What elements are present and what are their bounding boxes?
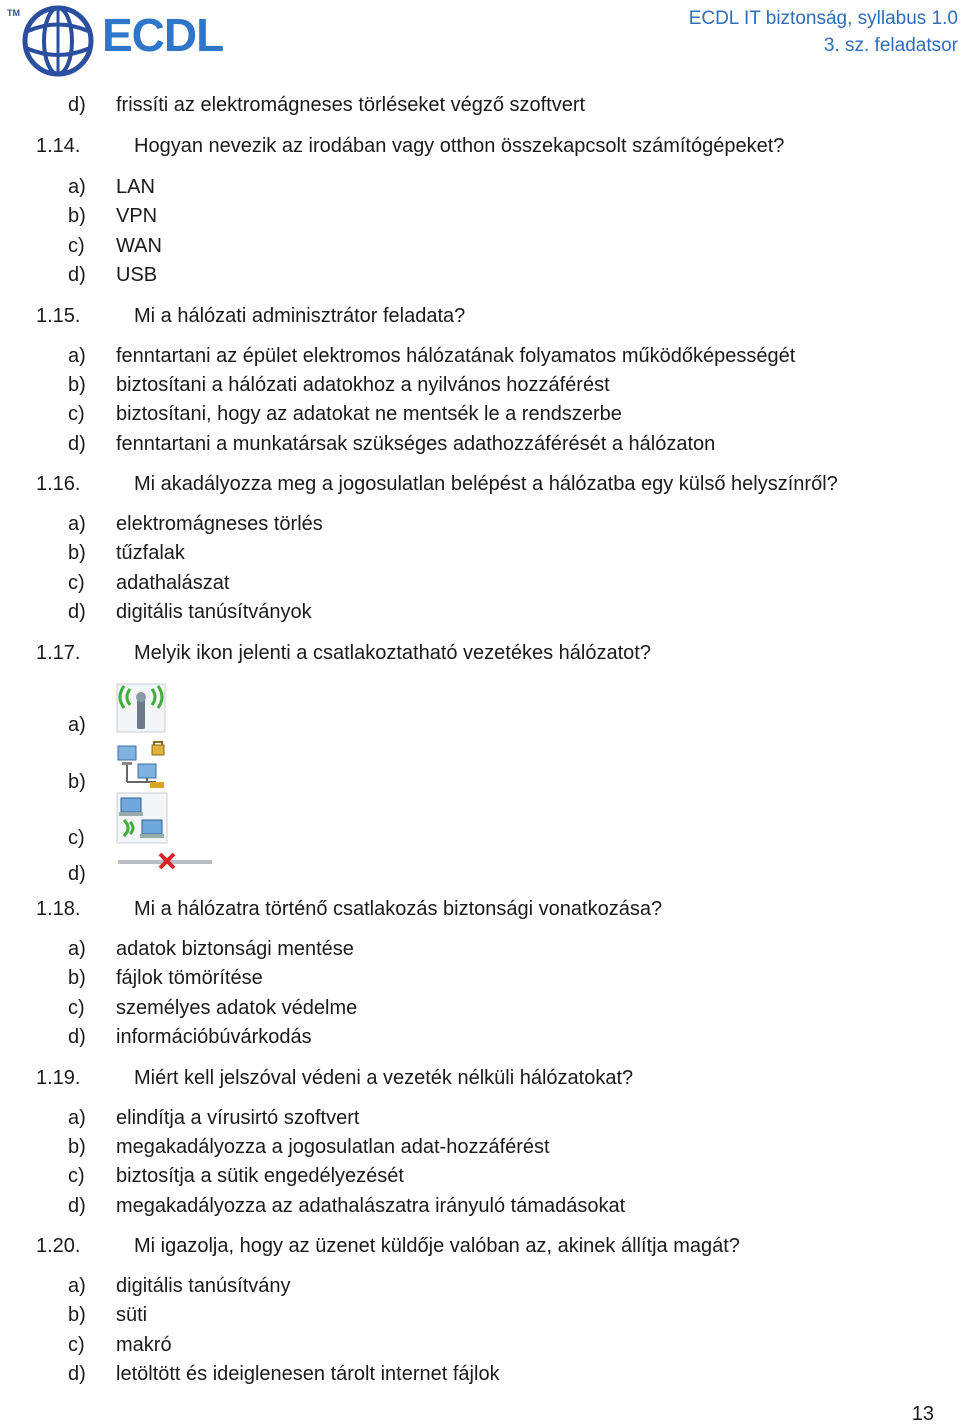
option-letter: d) [68, 1195, 86, 1217]
question-number: 1.20. [36, 1235, 81, 1257]
header-title-line2: 3. sz. feladatsor [823, 35, 958, 56]
option-text: biztosítani, hogy az adatokat ne mentsék le a rendszerbe [116, 403, 622, 425]
question-text: Mi a hálózati adminisztrátor feladata? [134, 305, 466, 327]
option-text: VPN [116, 205, 158, 227]
option-letter: d) [68, 1026, 86, 1048]
option-text: adathalászat [116, 572, 230, 594]
question-number: 1.19. [36, 1067, 81, 1089]
option-letter: d) [68, 601, 86, 623]
option-letter: c) [68, 827, 85, 849]
question-number: 1.15. [36, 305, 81, 327]
option-letter: d) [68, 863, 86, 885]
option-text: letöltött és ideiglenesen tárolt internet fájlok [116, 1363, 500, 1385]
option-letter: a) [68, 938, 86, 960]
question-text: Hogyan nevezik az irodában vagy otthon összekapcsolt számítógépeket? [134, 135, 785, 157]
logo-trademark: TM [7, 8, 20, 18]
option-letter: a) [68, 176, 86, 198]
question-number: 1.14. [36, 135, 81, 157]
option-letter: d) [68, 264, 86, 286]
disconnected-network-icon [116, 850, 214, 874]
option-letter: b) [68, 1136, 86, 1158]
option-letter: d) [68, 433, 86, 455]
option-text: megakadályozza a jogosulatlan adat-hozzáférést [116, 1136, 550, 1158]
wireless-computers-icon [116, 792, 168, 844]
option-letter: b) [68, 374, 86, 396]
option-text: fenntartani az épület elektromos hálózatának folyamatos működőképességét [116, 345, 796, 367]
option-letter: c) [68, 572, 85, 594]
option-text: személyes adatok védelme [116, 997, 358, 1019]
option-text: tűzfalak [116, 542, 185, 564]
wired-network-lock-icon [116, 740, 166, 790]
option-text: fájlok tömörítése [116, 967, 263, 989]
option-text: biztosítani a hálózati adatokhoz a nyilvános hozzáférést [116, 374, 610, 396]
option-text: elindítja a vírusirtó szoftvert [116, 1107, 360, 1129]
header-title-line1: ECDL IT biztonság, syllabus 1.0 [688, 8, 958, 29]
option-letter: c) [68, 1165, 85, 1187]
option-text: digitális tanúsítvány [116, 1275, 291, 1297]
option-letter: b) [68, 1304, 86, 1326]
option-letter: a) [68, 513, 86, 535]
option-letter: a) [68, 1107, 86, 1129]
logo-wordmark: ECDL [102, 9, 224, 61]
option-text: fenntartani a munkatársak szükséges adathozzáférését a hálózaton [116, 433, 716, 455]
option-text: digitális tanúsítványok [116, 601, 312, 623]
question-text: Mi akadályozza meg a jogosulatlan belépést a hálózatba egy külső helyszínről? [134, 473, 838, 495]
option-letter: b) [68, 967, 86, 989]
question-text: Mi igazolja, hogy az üzenet küldője valóban az, akinek állítja magát? [134, 1235, 740, 1257]
option-text: LAN [116, 176, 155, 198]
option-letter: b) [68, 542, 86, 564]
question-text: Mi a hálózatra történő csatlakozás biztonsági vonatkozása? [134, 898, 663, 920]
page-number: 13 [911, 1403, 934, 1425]
wireless-antenna-icon [116, 683, 166, 733]
option-text: információbúvárkodás [116, 1026, 312, 1048]
option-text: WAN [116, 235, 162, 257]
option-letter: d) [68, 1363, 86, 1385]
option-text: elektromágneses törlés [116, 513, 323, 535]
option-text: adatok biztonsági mentése [116, 938, 354, 960]
option-text: frissíti az elektromágneses törléseket végző szoftvert [116, 94, 586, 116]
option-letter: c) [68, 403, 85, 425]
option-letter: a) [68, 714, 86, 736]
option-text: megakadályozza az adathalászatra irányuló támadásokat [116, 1195, 626, 1217]
option-text: süti [116, 1304, 148, 1326]
option-letter: a) [68, 345, 86, 367]
option-text: biztosítja a sütik engedélyezését [116, 1165, 404, 1187]
option-letter: d) [68, 94, 86, 116]
question-number: 1.18. [36, 898, 81, 920]
option-text: makró [116, 1334, 172, 1356]
question-text: Melyik ikon jelenti a csatlakoztatható vezetékes hálózatot? [134, 642, 651, 664]
option-letter: c) [68, 997, 85, 1019]
option-letter: c) [68, 1334, 85, 1356]
question-number: 1.17. [36, 642, 81, 664]
option-letter: a) [68, 1275, 86, 1297]
option-letter: b) [68, 205, 86, 227]
option-letter: c) [68, 235, 85, 257]
option-letter: b) [68, 771, 86, 793]
question-number: 1.16. [36, 473, 81, 495]
question-text: Miért kell jelszóval védeni a vezeték nélküli hálózatokat? [134, 1067, 634, 1089]
option-text: USB [116, 264, 158, 286]
